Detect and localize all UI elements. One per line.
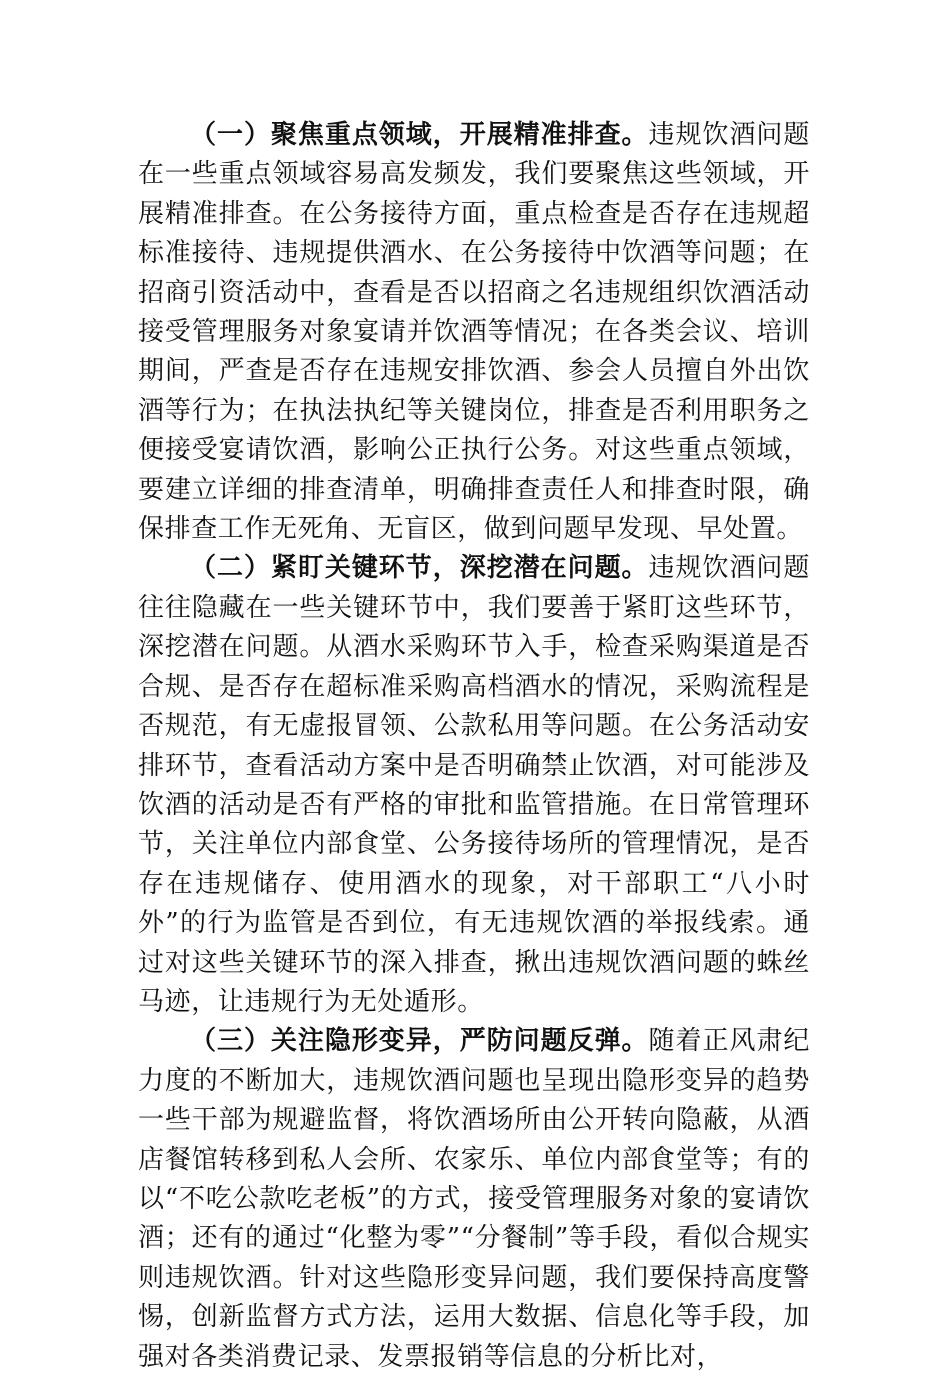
paragraph-1-heading: （一）聚焦重点领域，开展精准排查。 [190,120,649,150]
document-body [138,116,810,1377]
paragraph-2-text: 违规饮酒问题往往隐藏在一些关键环节中，我们要善于紧盯这些环节，深挖潜在问题。从酒水采购环节入手，检查采购渠道是否合规、是否存在超标准采购高档酒水的情况，采购流程是否规范，有无虚报冒领、公款私用等问题。在公务活动安排环节，查看活动方案中是否明确禁止饮酒，对可能涉及饮酒的活动是否有严格的审批和监管措施。在日常管理环节，关注单位内部食堂、公务接待场所的管理情况，是否存在违规储存、使用酒水的现象，对干部职工“八小时外”的行为监管是否到位，有无违规饮酒的举报线索。通过对这些关键环节的深入排查，揪出违规饮酒问题的蛛丝马迹，让违规行为无处遁形。 [138,553,810,1017]
paragraph-1-text: 违规饮酒问题在一些重点领域容易高发频发，我们要聚焦这些领域，开展精准排查。在公务接待方面，重点检查是否存在违规超标准接待、违规提供酒水、在公务接待中饮酒等问题；在招商引资活动中，查看是否以招商之名违规组织饮酒活动接受管理服务对象宴请并饮酒等情况；在各类会议、培训期间，严查是否存在违规安排饮酒、参会人员擅自外出饮酒等行为；在执法执纪等关键岗位，排查是否利用职务之便接受宴请饮酒，影响公正执行公务。对这些重点领域，要建立详细的排查清单，明确排查责任人和排查时限，确保排查工作无死角、无盲区，做到问题早发现、早处置。 [138,120,810,545]
paragraph-1 [138,116,810,549]
paragraph-3-text: 随着正风肃纪力度的不断加大，违规饮酒问题也呈现出隐形变异的趋势一些干部为规避监督，将饮酒场所由公开转向隐蔽，从酒店餐馆转移到私人会所、农家乐、单位内部食堂等；有的以“不吃公款吃老板”的方式，接受管理服务对象的宴请饮酒；还有的通过“化整为零”“分餐制”等手段，看似合规实则违规饮酒。针对这些隐形变异问题，我们要保持高度警惕，创新监督方式方法，运用大数据、信息化等手段，加强对各类消费记录、发票报销等信息的分析比对， [138,1026,810,1372]
paragraph-2 [138,549,810,1022]
paragraph-2-heading: （二）紧盯关键环节，深挖潜在问题。 [190,553,649,584]
paragraph-3-heading: （三）关注隐形变异，严防问题反弹。 [190,1026,649,1057]
paragraph-3 [138,1022,810,1377]
